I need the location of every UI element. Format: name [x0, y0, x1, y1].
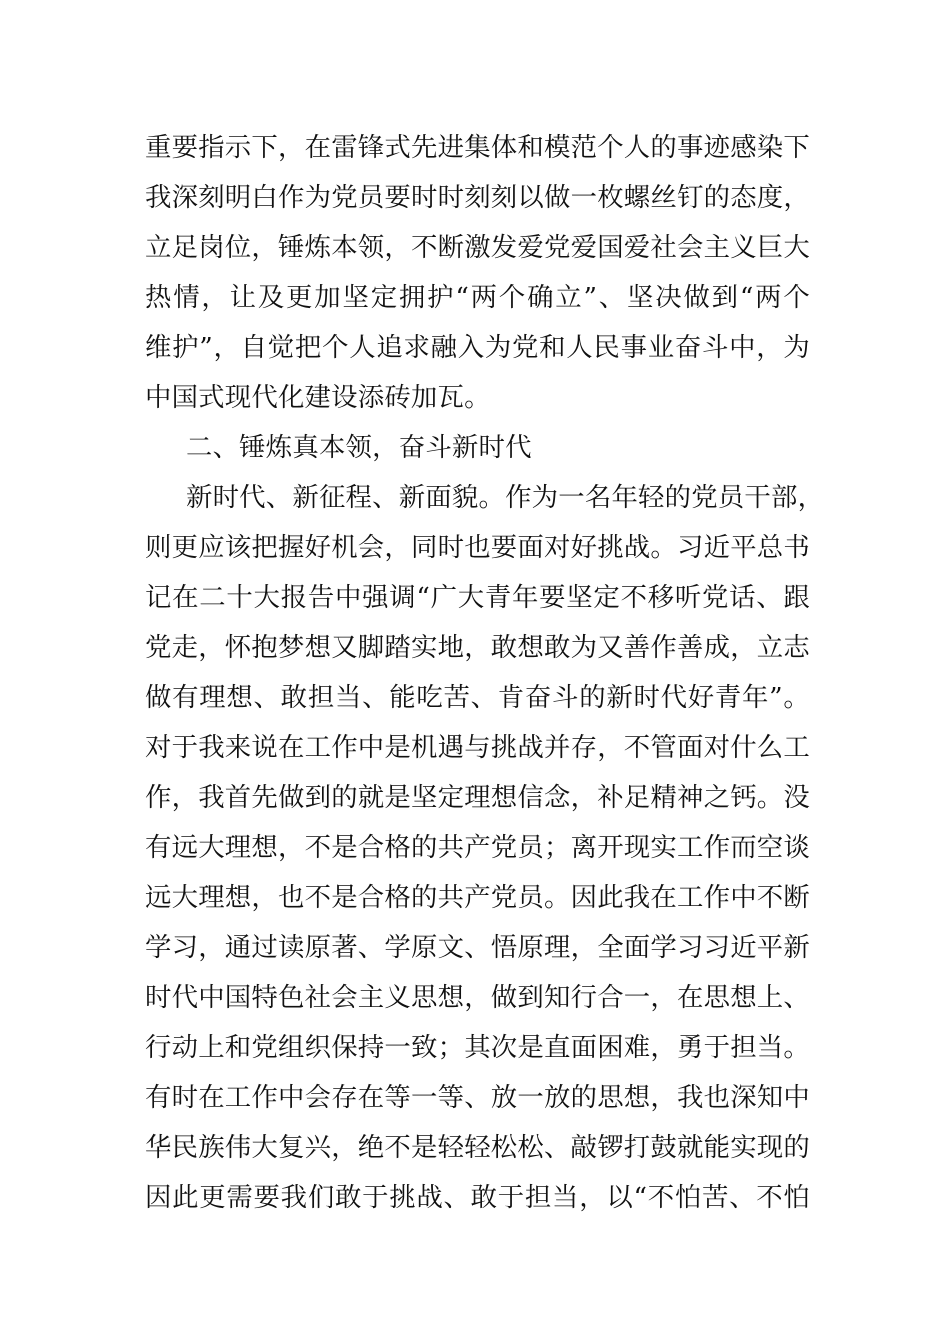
text-line: 对于我来说在工作中是机遇与挑战并存，不管面对什么工 — [145, 732, 810, 763]
section-heading: 二、锤炼真本领，奋斗新时代 — [186, 432, 532, 463]
text-line: 立足岗位，锤炼本领，不断激发爱党爱国爱社会主义巨大 — [145, 232, 810, 263]
text-line: 记在二十大报告中强调“广大青年要坚定不移听党话、跟 — [145, 582, 810, 613]
text-line: 作，我首先做到的就是坚定理想信念，补足精神之钙。没 — [145, 782, 810, 813]
text-line: 因此更需要我们敢于挑战、敢于担当，以“不怕苦、不怕 — [145, 1182, 810, 1213]
text-line: 远大理想，也不是合格的共产党员。因此我在工作中不断 — [145, 882, 810, 913]
text-line: 有远大理想，不是合格的共产党员；离开现实工作而空谈 — [145, 832, 810, 863]
text-line: 华民族伟大复兴，绝不是轻轻松松、敲锣打鼓就能实现的 — [145, 1132, 810, 1163]
text-line: 做有理想、敢担当、能吃苦、肯奋斗的新时代好青年”。 — [145, 682, 810, 713]
text-line: 行动上和党组织保持一致；其次是直面困难，勇于担当。 — [145, 1032, 810, 1063]
text-line: 我深刻明白作为党员要时时刻刻以做一枚螺丝钉的态度， — [145, 182, 810, 213]
text-line: 热情，让及更加坚定拥护“两个确立”、坚决做到“两个 — [145, 282, 810, 313]
text-line: 时代中国特色社会主义思想，做到知行合一，在思想上、 — [145, 982, 810, 1013]
text-line: 党走，怀抱梦想又脚踏实地，敢想敢为又善作善成，立志 — [145, 632, 810, 663]
text-line: 维护”，自觉把个人追求融入为党和人民事业奋斗中，为 — [145, 332, 810, 363]
text-line: 学习，通过读原著、学原文、悟原理，全面学习习近平新 — [145, 932, 810, 963]
text-line: 则更应该把握好机会，同时也要面对好挑战。习近平总书 — [145, 532, 810, 563]
text-line: 新时代、新征程、新面貌。作为一名年轻的党员干部， — [186, 482, 825, 513]
text-line: 重要指示下，在雷锋式先进集体和模范个人的事迹感染下 — [145, 132, 810, 163]
text-line: 中国式现代化建设添砖加瓦。 — [145, 382, 491, 413]
text-line: 有时在工作中会存在等一等、放一放的思想，我也深知中 — [145, 1082, 810, 1113]
